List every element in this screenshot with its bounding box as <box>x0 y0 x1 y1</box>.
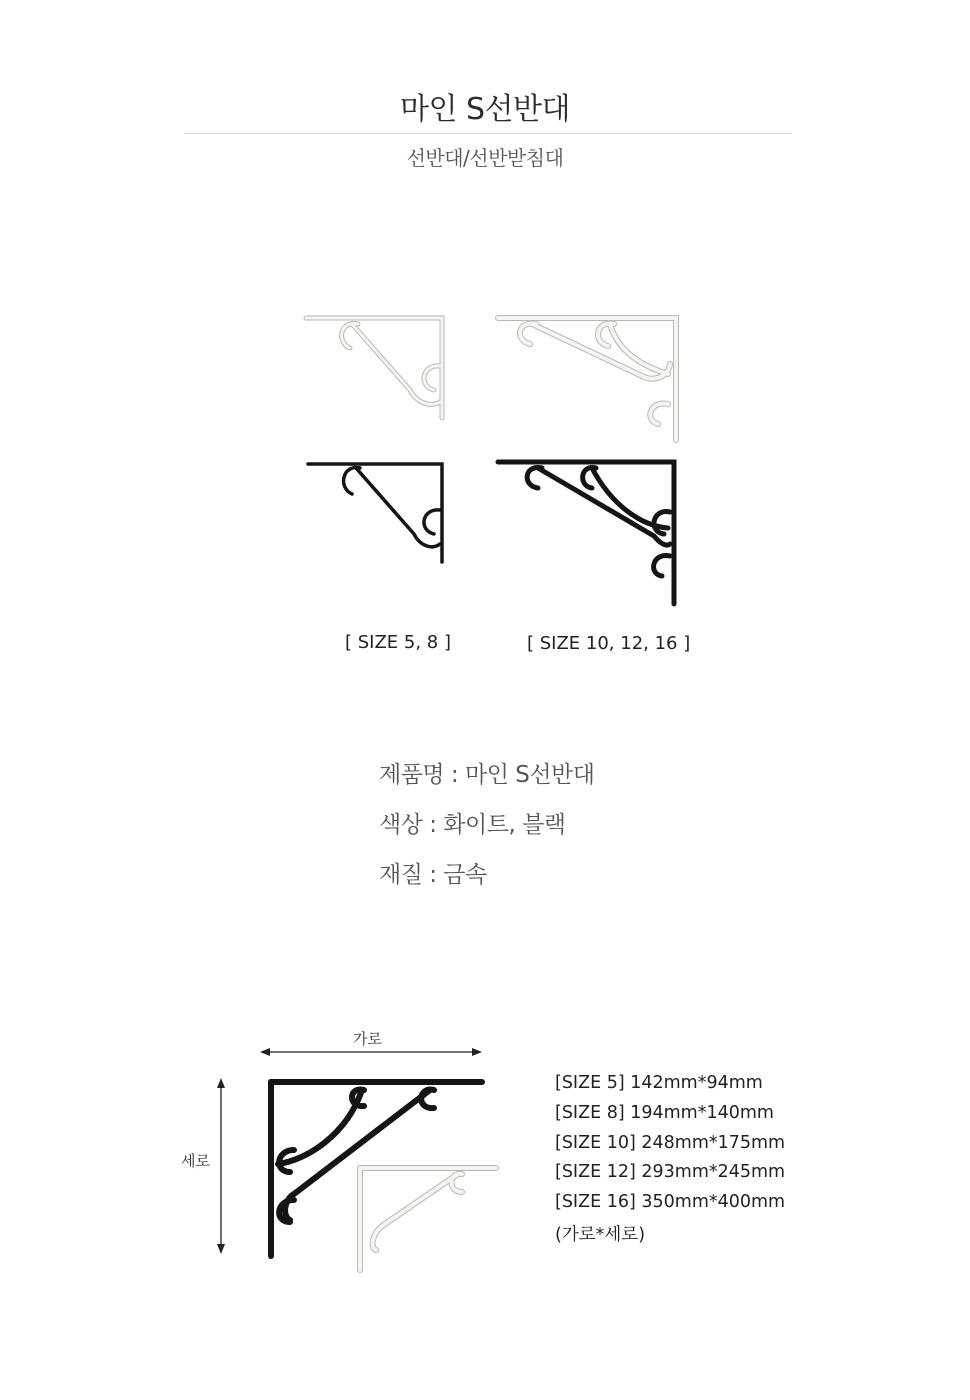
size-row-8: [SIZE 8] 194mm*140mm <box>555 1103 774 1123</box>
size-row-10: [SIZE 10] 248mm*175mm <box>555 1133 786 1153</box>
width-arrow <box>258 1046 484 1058</box>
page-title: 마인 S선반대 <box>400 92 570 127</box>
width-label: 가로 <box>353 1030 382 1048</box>
page-subtitle: 선반대/선반받침대 <box>406 146 564 170</box>
bracket-large-black-image <box>492 456 680 608</box>
title-divider <box>184 133 792 134</box>
bracket-small-white-image <box>300 312 450 424</box>
size-row-5: [SIZE 5] 142mm*94mm <box>555 1073 763 1093</box>
spec-product-name: 제품명 : 마인 S선반대 <box>379 762 595 788</box>
size-row-16: [SIZE 16] 350mm*400mm <box>555 1192 786 1212</box>
bracket-large-white-image <box>492 312 684 444</box>
height-label: 세로 <box>181 1152 210 1170</box>
spec-color: 색상 : 화이트, 블랙 <box>379 812 566 838</box>
size-label-large: [ SIZE 10, 12, 16 ] <box>527 633 691 654</box>
bracket-small-black-image <box>302 458 450 568</box>
size-unit-note: (가로*세로) <box>555 1225 646 1245</box>
height-arrow <box>214 1076 228 1256</box>
bracket-dimension-white-image <box>354 1162 504 1274</box>
spec-material: 재질 : 금속 <box>379 862 487 888</box>
size-row-12: [SIZE 12] 293mm*245mm <box>555 1162 786 1182</box>
size-label-small: [ SIZE 5, 8 ] <box>345 632 451 653</box>
